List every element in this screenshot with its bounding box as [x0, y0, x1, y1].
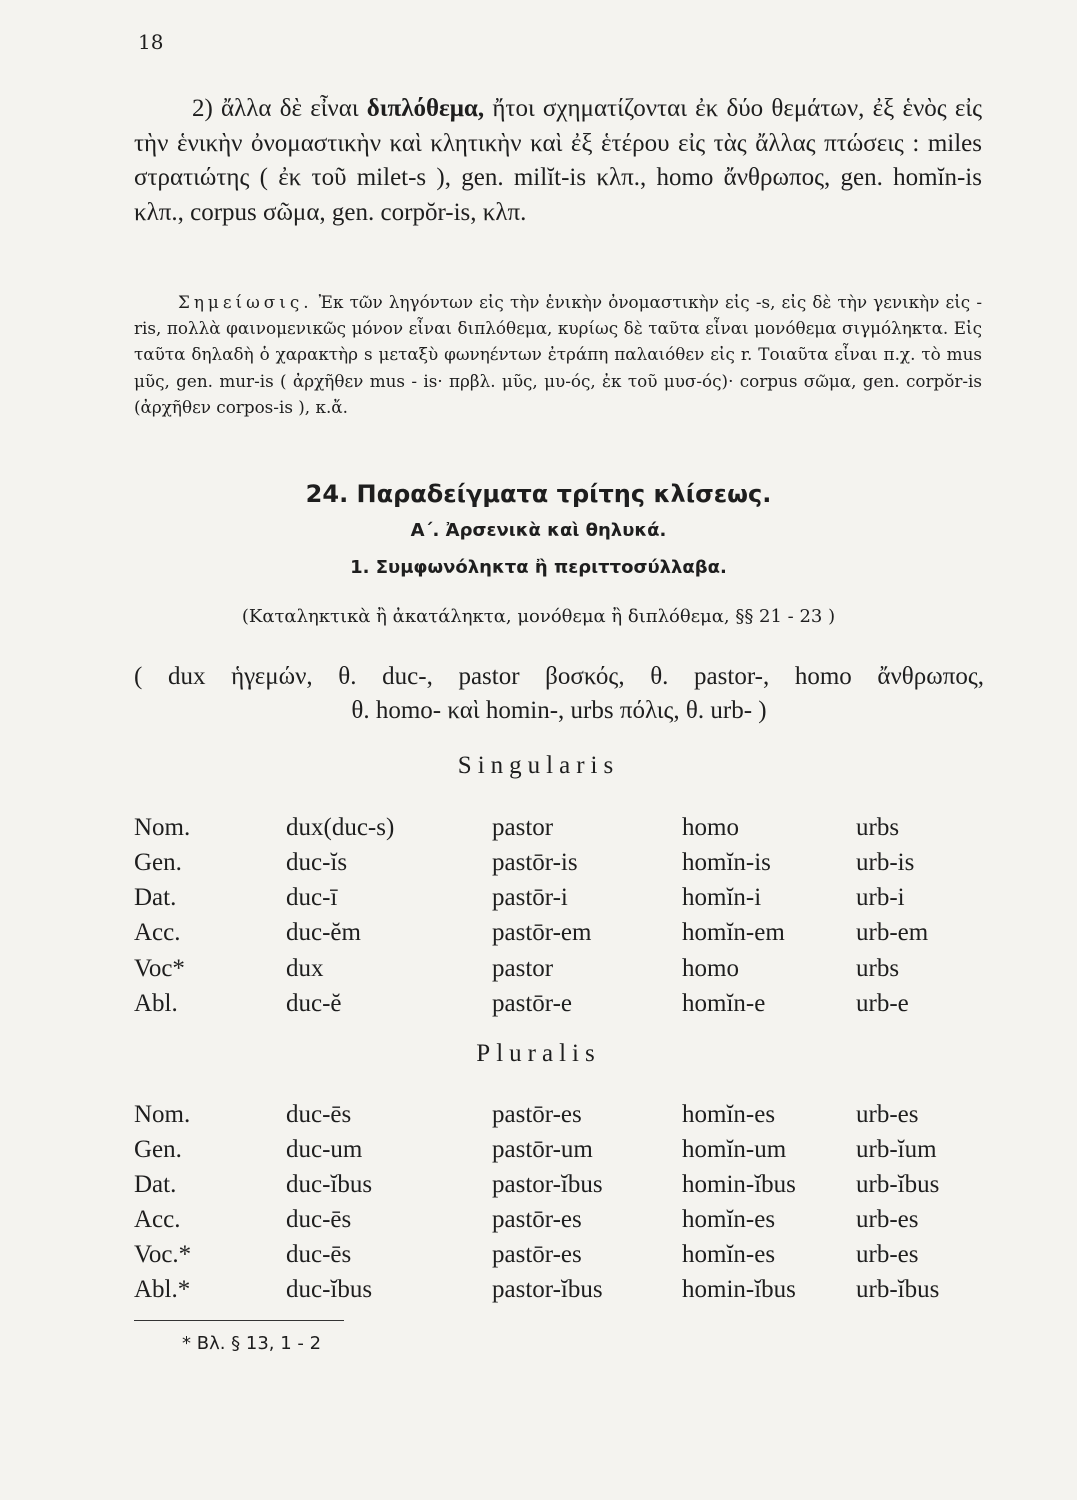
table-row — [134, 1206, 994, 1240]
pluralis-heading: Pluralis — [476, 1040, 601, 1067]
table-row — [134, 1101, 994, 1135]
case-label: Nom. — [134, 1101, 191, 1128]
form-homo: homo — [682, 814, 739, 841]
case-label: Nom. — [134, 814, 191, 841]
table-row — [134, 919, 994, 953]
subsubsection-heading: 1. Συμφωνόληκτα ἢ περιττοσύλλαβα. — [350, 557, 727, 578]
form-pastor: pastōr-is — [492, 849, 578, 876]
form-urbs: urbs — [856, 814, 900, 841]
form-pastor: pastor-ĭbus — [492, 1171, 603, 1198]
case-label: Dat. — [134, 884, 177, 911]
form-homo: homĭn-es — [682, 1241, 776, 1268]
form-urbs: urb-es — [856, 1206, 919, 1233]
table-row — [134, 1276, 994, 1310]
table-row — [134, 1171, 994, 1205]
table-row — [134, 990, 994, 1024]
footnote: * Βλ. § 13, 1 - 2 — [182, 1333, 322, 1354]
form-homo: homĭn-i — [682, 884, 762, 911]
form-urbs: urbs — [856, 955, 900, 982]
form-pastor: pastōr-i — [492, 884, 568, 911]
form-dux: duc-ĕm — [286, 919, 361, 946]
case-label: Voc* — [134, 955, 185, 982]
table-row — [134, 1241, 994, 1275]
form-urbs: urb-is — [856, 849, 915, 876]
form-dux: duc-um — [286, 1136, 363, 1163]
form-dux: dux — [286, 955, 324, 982]
form-homo: homĭn-um — [682, 1136, 787, 1163]
table-row — [134, 884, 994, 918]
form-dux: dux(duc-s) — [286, 814, 395, 841]
form-pastor: pastōr-e — [492, 990, 573, 1017]
form-homo: homĭn-e — [682, 990, 766, 1017]
form-homo: homĭn-em — [682, 919, 785, 946]
form-homo: homo — [682, 955, 739, 982]
case-label: Gen. — [134, 849, 182, 876]
footnote-rule — [134, 1320, 344, 1321]
case-label: Abl.* — [134, 1276, 191, 1303]
form-dux: duc-ī — [286, 884, 338, 911]
table-row — [134, 955, 994, 989]
form-pastor: pastōr-es — [492, 1241, 582, 1268]
paragraph-lead: 2) ἄλλα δὲ εἶναι — [192, 95, 359, 122]
form-homo: homin-ĭbus — [682, 1276, 796, 1303]
form-homo: homĭn-es — [682, 1206, 776, 1233]
conditions-line: (Καταληκτικὰ ἢ ἀκατάληκτα, μονόθεμα ἢ διπλόθεμα, §§ 21 - 23 ) — [241, 606, 836, 627]
form-pastor: pastor — [492, 955, 554, 982]
form-pastor: pastōr-em — [492, 919, 592, 946]
form-dux: duc-ēs — [286, 1241, 352, 1268]
form-pastor: pastor — [492, 814, 554, 841]
section-heading: 24. Παραδείγματα τρίτης κλίσεως. — [305, 480, 772, 508]
form-dux: duc-ĕ — [286, 990, 342, 1017]
form-dux: duc-ĭbus — [286, 1276, 373, 1303]
form-urbs: urb-ĭbus — [856, 1276, 940, 1303]
form-urbs: urb-e — [856, 990, 909, 1017]
form-dux: duc-ĭbus — [286, 1171, 373, 1198]
form-urbs: urb-em — [856, 919, 929, 946]
term-diplothema: διπλόθεμα, — [366, 95, 485, 122]
form-urbs: urb-es — [856, 1241, 919, 1268]
form-urbs: urb-i — [856, 884, 905, 911]
table-row — [134, 849, 994, 883]
singularis-heading: Singularis — [457, 752, 620, 779]
case-label: Acc. — [134, 1206, 181, 1233]
case-label: Acc. — [134, 919, 181, 946]
form-dux: duc-ēs — [286, 1206, 352, 1233]
form-homo: homĭn-es — [682, 1101, 776, 1128]
note-label: Σημείωσις. — [178, 292, 313, 312]
examples-line-1: ( dux ἡγεμών, θ. duc-, pastor βοσκός, θ. pastor-, homo ἄνθρωπος, — [134, 663, 984, 690]
form-pastor: pastōr-um — [492, 1136, 593, 1163]
case-label: Abl. — [134, 990, 178, 1017]
form-homo: homin-ĭbus — [682, 1171, 796, 1198]
note-block — [134, 289, 982, 420]
paragraph-double-stem — [134, 92, 982, 230]
table-row — [134, 814, 994, 848]
form-urbs: urb-ĭbus — [856, 1171, 940, 1198]
case-label: Gen. — [134, 1136, 182, 1163]
form-pastor: pastōr-es — [492, 1101, 582, 1128]
form-dux: duc-ĭs — [286, 849, 348, 876]
paragraph-body: ἤτοι σχηματίζονται ἐκ δύο θεμάτων, ἐξ ἑνὸς εἰς τὴν ἑνικὴν ὀνομαστικὴν καὶ κλητικὴν καὶ ἐξ ἑτέρου εἰς τὰς ἄλλας πτώσεις : miles στρατιώτης ( ἐκ τοῦ milet-s ), gen. milĭt-is κλπ., homo ἄνθρωπος, gen. homĭn-is κλπ., corpus σῶμα, gen. corpŏr-is, κλπ. — [134, 95, 983, 226]
subsection-heading: Α΄. Ἀρσενικὰ καὶ θηλυκά. — [410, 520, 667, 541]
case-label: Dat. — [134, 1171, 177, 1198]
form-pastor: pastōr-es — [492, 1206, 582, 1233]
case-label: Voc.* — [134, 1241, 192, 1268]
examples-line-2: θ. homo- καὶ homin-, urbs πόλις, θ. urb- ) — [351, 697, 767, 724]
form-homo: homĭn-is — [682, 849, 771, 876]
note-text: Ἐκ τῶν ληγόντων εἰς τὴν ἑνικὴν ὀνομαστικὴν εἰς -s, εἰς δὲ τὴν γενικὴν εἰς -ris, πολλὰ φαινομενικῶς μόνον εἶναι διπλόθεμα, κυρίως δὲ ταῦτα εἶναι μονόθεμα σιγμόληκτα. Εἰς ταῦτα δηλαδὴ ὁ χαρακτὴρ s μεταξὺ φωνηέντων ἐτράπη παλαιόθεν εἰς r. Τοιαῦτα εἶναι π.χ. τὸ mus μῦς, gen. mur-is ( ἀρχῆθεν mus - is· πρβλ. μῦς, μυ-ός, ἐκ τοῦ μυσ-ός)· corpus σῶμα, gen. corpŏr-is (ἀρχῆθεν corpos-is ), κ.ἄ. — [134, 292, 982, 417]
form-dux: duc-ēs — [286, 1101, 352, 1128]
form-pastor: pastor-ĭbus — [492, 1276, 603, 1303]
page-number: 18 — [138, 30, 164, 54]
form-urbs: urb-ĭum — [856, 1136, 937, 1163]
table-row — [134, 1136, 994, 1170]
form-urbs: urb-es — [856, 1101, 919, 1128]
